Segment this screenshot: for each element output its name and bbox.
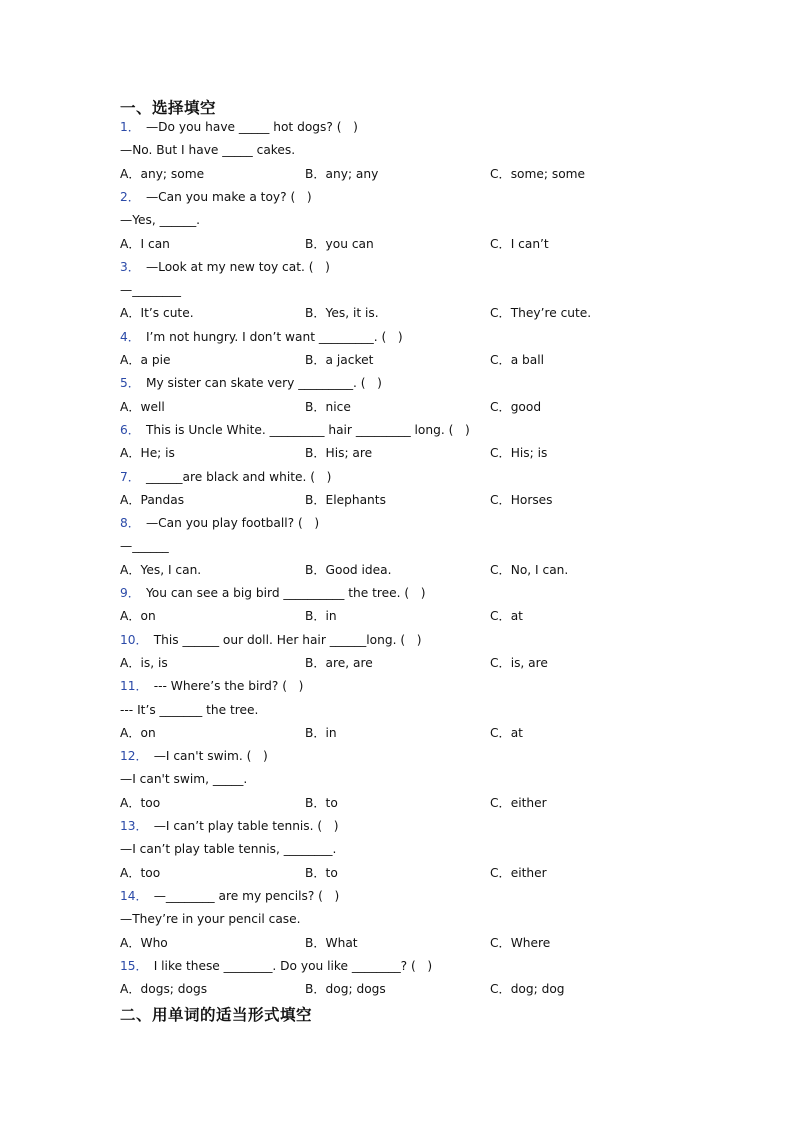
question-number: 6． [120, 422, 140, 437]
question-stem: My sister can skate very _________. ( ) [145, 376, 382, 391]
question-14 [120, 888, 339, 904]
option-c: C．I can’t [490, 236, 549, 251]
question-response-line: —I can't swim, _____. [120, 772, 248, 787]
option-c: C．is, are [490, 655, 548, 670]
question-response-line: —I can’t play table tennis, ________. [120, 842, 337, 857]
option-a: A．It’s cute. [120, 306, 194, 321]
option-c: C．at [490, 725, 523, 740]
option-c: C．either [490, 795, 547, 810]
question-number: 7． [120, 469, 140, 484]
option-a: A．Pandas [120, 492, 185, 507]
option-a: A．I can [120, 236, 170, 251]
question-number: 1． [120, 120, 140, 134]
question-stem: —Can you play football? ( ) [145, 516, 320, 531]
option-c: C．Horses [490, 492, 553, 507]
question-11 [120, 678, 303, 694]
question-response-line: --- It’s _______ the tree. [120, 702, 259, 717]
option-b: B．dog; dogs [305, 982, 386, 997]
question-2 [120, 189, 312, 205]
question-8 [120, 515, 319, 531]
question-stem: This is Uncle White. _________ hair _________ long. ( ) [145, 422, 470, 437]
option-c: C．good [490, 399, 542, 414]
option-a: A．well [120, 399, 165, 414]
option-b: B．are, are [305, 655, 373, 670]
option-b: B．to [305, 795, 338, 810]
question-stem: I’m not hungry. I don’t want _________. ( ) [145, 329, 403, 344]
question-stem: You can see a big bird __________ the tree. ( ) [145, 586, 426, 600]
question-stem: —Look at my new toy cat. ( ) [145, 259, 330, 274]
option-c: C．either [490, 865, 547, 880]
option-a: A．Yes, I can. [120, 562, 202, 577]
question-12 [120, 748, 268, 764]
option-c: C．a ball [490, 353, 545, 367]
question-number: 5． [120, 376, 140, 391]
option-a: A．a pie [120, 353, 171, 367]
question-number: 14． [120, 888, 148, 903]
option-c: C．at [490, 609, 523, 624]
option-a: A．He; is [120, 446, 175, 461]
option-b: B．in [305, 725, 337, 740]
option-c: C．some; some [490, 166, 586, 181]
question-stem: I like these ________. Do you like ________? ( ) [153, 958, 433, 973]
section-2-title: 二、用单词的适当形式填空 [120, 1006, 313, 1024]
option-b: B．a jacket [305, 353, 374, 367]
question-15 [120, 958, 432, 974]
question-number: 12． [120, 749, 148, 764]
question-number: 13． [120, 819, 148, 833]
question-number: 2． [120, 189, 140, 204]
question-stem: ______are black and white. ( ) [145, 469, 332, 484]
option-c: C．They’re cute. [490, 306, 592, 321]
question-number: 4． [120, 329, 140, 344]
option-b: B．you can [305, 236, 374, 251]
question-stem: —I can’t play table tennis. ( ) [153, 819, 339, 833]
question-5 [120, 375, 382, 391]
option-a: A．too [120, 795, 161, 810]
option-a: A．on [120, 725, 156, 740]
option-b: B．What [305, 935, 358, 950]
question-response-line: —No. But I have _____ cakes. [120, 143, 296, 158]
question-number: 15． [120, 958, 148, 973]
option-b: B．His; are [305, 446, 373, 461]
question-number: 9． [120, 586, 140, 600]
question-stem: This ______ our doll. Her hair ______long. ( ) [153, 632, 422, 647]
question-number: 10． [120, 632, 148, 647]
option-a: A．is, is [120, 655, 168, 670]
question-response-line: —________ [120, 283, 181, 298]
question-stem: --- Where’s the bird? ( ) [153, 679, 304, 694]
option-b: B．Yes, it is. [305, 306, 379, 321]
question-stem: —Do you have _____ hot dogs? ( ) [145, 120, 358, 134]
question-9 [120, 585, 426, 601]
question-stem: —________ are my pencils? ( ) [153, 888, 340, 903]
option-b: B．to [305, 865, 338, 880]
question-response-line: —Yes, ______. [120, 213, 201, 228]
question-response-line: —They’re in your pencil case. [120, 912, 301, 927]
question-6 [120, 422, 470, 438]
question-response-line: —______ [120, 539, 169, 554]
question-3 [120, 259, 330, 275]
option-c: C．No, I can. [490, 562, 569, 577]
question-1 [120, 119, 358, 135]
option-c: C．dog; dog [490, 982, 565, 997]
option-b: B．in [305, 609, 337, 624]
option-c: C．Where [490, 935, 551, 950]
option-b: B．Elephants [305, 492, 386, 507]
option-a: A．dogs; dogs [120, 982, 208, 997]
question-number: 8． [120, 516, 140, 531]
section-1-title: 一、选择填空 [120, 99, 217, 117]
question-10 [120, 632, 421, 648]
question-number: 3． [120, 259, 140, 274]
option-b: B．any; any [305, 166, 379, 181]
question-13 [120, 818, 339, 834]
option-b: B．nice [305, 399, 351, 414]
question-7 [120, 469, 331, 485]
question-4 [120, 329, 403, 345]
option-a: A．Who [120, 935, 168, 950]
option-c: C．His; is [490, 446, 548, 461]
question-number: 11． [120, 679, 148, 694]
option-a: A．too [120, 865, 161, 880]
question-stem: —Can you make a toy? ( ) [145, 189, 312, 204]
question-stem: —I can't swim. ( ) [153, 749, 268, 764]
option-a: A．on [120, 609, 156, 624]
option-a: A．any; some [120, 166, 205, 181]
option-b: B．Good idea. [305, 562, 392, 577]
